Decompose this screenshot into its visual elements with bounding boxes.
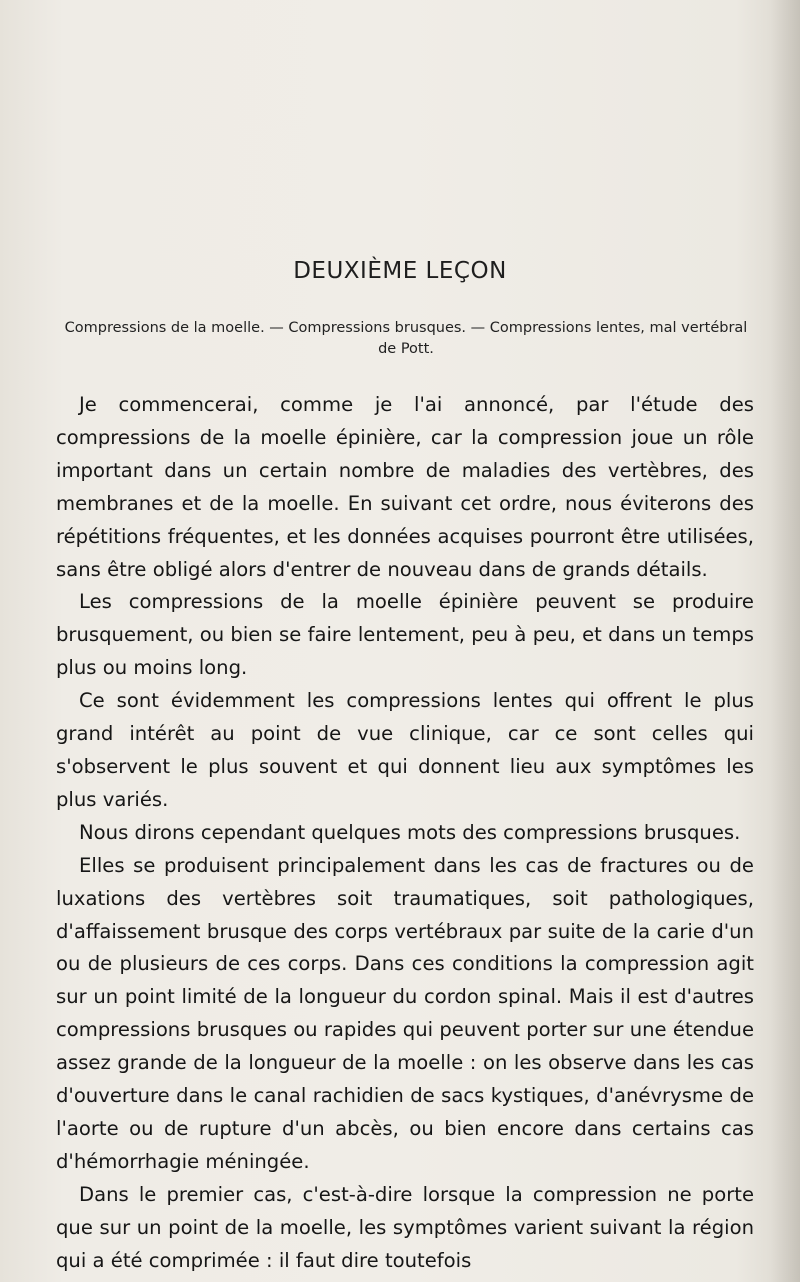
paragraph-1: Je commencerai, comme je l'ai annoncé, par l'étude des compressions de la moelle épinière, car la compression joue un rôle important dans un certain nombre de maladies des vertèbres, des membranes et de la moelle. En suivant cet ordre, nous éviterons des répétitions fréquentes, et les données acquises pourront être utilisées, sans être obligé alors d'entrer de nouveau dans de grands détails. bbox=[56, 393, 754, 581]
paragraph-3: Ce sont évidemment les compressions lentes qui offrent le plus grand intérêt au point de vue clinique, car ce sont celles qui s'observent le plus souvent et qui donnent lieu aux symptômes les plus variés. bbox=[56, 689, 754, 811]
lesson-summary: Compressions de la moelle. — Compressions brusques. — Compressions lentes, mal vertébral de Pott. bbox=[64, 320, 748, 357]
paragraph-4: Nous dirons cependant quelques mots des compressions brusques. bbox=[79, 820, 741, 844]
lesson-title: DEUXIÈME LEÇON bbox=[293, 258, 507, 284]
page-edge-shadow bbox=[770, 0, 800, 1282]
body-text bbox=[56, 389, 754, 1277]
paragraph-2: Les compressions de la moelle épinière peuvent se produire brusquement, ou bien se faire lentement, peu à peu, et dans un temps plus ou moins long. bbox=[56, 590, 754, 680]
paragraph-5: Elles se produisent principalement dans les cas de fractures ou de luxations des vertèbres soit traumatiques, soit pathologiques, d'affaissement brusque des corps vertébraux par suite de la carie d'un ou de plusieurs de ces corps. Dans ces conditions la compression agit sur un point limité de la longueur du cordon spinal. Mais il est d'autres compressions brusques ou rapides qui peuvent porter sur une étendue assez grande de la longueur de la moelle : on les observe dans les cas d'ouverture dans le canal rachidien de sacs kystiques, d'anévrysme de l'aorte ou de rupture d'un abcès, ou bien encore dans certains cas d'hémorrhagie méningée. bbox=[56, 853, 754, 1173]
paragraph-6: Dans le premier cas, c'est-à-dire lorsque la compression ne porte que sur un point de la moelle, les symptômes varient suivant la région qui a été comprimée : il faut dire toutefois bbox=[56, 1182, 754, 1272]
